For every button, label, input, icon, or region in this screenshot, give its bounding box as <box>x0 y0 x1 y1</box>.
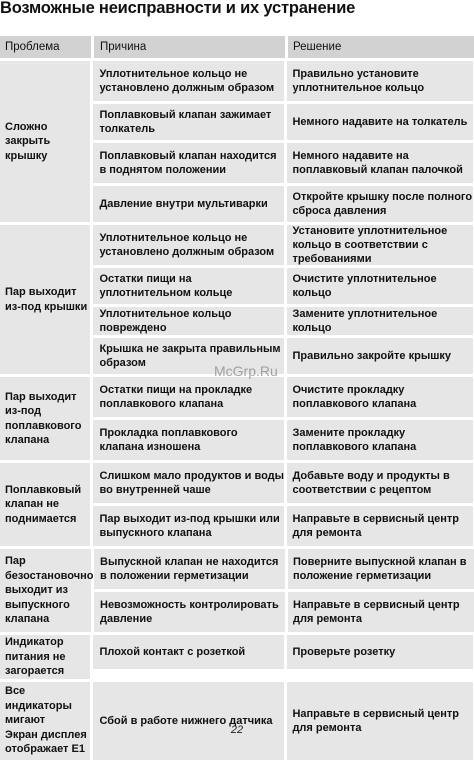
cause-cell: Остатки пищи на уплотнительном кольце <box>93 268 284 304</box>
table-body <box>0 58 474 760</box>
problem-group <box>0 58 474 222</box>
problem-group <box>0 222 474 374</box>
table-row <box>93 183 474 222</box>
table-row <box>93 304 474 335</box>
solution-cell: Направьте в сервисный центр для ремонта <box>287 682 473 760</box>
table-row <box>93 503 474 546</box>
cause-cell: Выпускной клапан не находится в положении герметизации <box>94 549 285 589</box>
troubleshooting-table <box>0 36 474 760</box>
table-row <box>94 549 474 589</box>
table-row <box>93 682 474 760</box>
problem-cell: Пар выходит из-под крышки <box>0 225 90 374</box>
header-problem: Проблема <box>0 36 91 58</box>
cause-cell: Прокладка поплавкового клапана изношена <box>93 420 284 460</box>
solution-cell: Проверьте розетку <box>287 635 473 669</box>
solution-cell: Немного надавите на поплавковый клапан палочкой <box>287 143 473 183</box>
table-header-row <box>0 36 474 58</box>
cause-cell: Остатки пищи на прокладке поплавкового клапана <box>93 377 284 417</box>
table-row <box>93 377 474 417</box>
watermark: McGrp.Ru <box>214 363 278 379</box>
cause-cell: Давление внутри мультиварки <box>93 186 284 222</box>
solution-cell: Замените прокладку поплавкового клапана <box>287 420 473 460</box>
page-number: 22 <box>230 724 244 736</box>
solution-cell: Немного надавите на толкатель <box>287 104 473 140</box>
solution-cell: Правильно закройте крышку <box>287 338 473 374</box>
problem-cell: Все индикаторы мигают Экран дисплея отображает E1 <box>0 682 90 760</box>
cause-cell: Сбой в работе нижнего датчика <box>93 682 284 760</box>
solution-cell: Направьте в сервисный центр для ремонта <box>288 592 474 632</box>
table-row <box>93 61 474 101</box>
table-row <box>93 335 474 374</box>
problem-cell: Сложно закрыть крышку <box>0 61 90 222</box>
cause-cell: Уплотнительное кольцо не установлено должным образом <box>93 225 284 265</box>
solution-cell: Откройте крышку после полного сброса давления <box>287 186 473 222</box>
problem-cell: Поплавковый клапан не поднимается <box>0 463 90 546</box>
cause-cell: Поплавковый клапан находится в поднятом положении <box>93 143 284 183</box>
solution-cell: Очистите прокладку поплавкового клапана <box>287 377 473 417</box>
cause-cell: Слишком мало продуктов и воды во внутренней чаше <box>93 463 284 503</box>
problem-cell: Индикатор питания не загорается <box>0 635 90 679</box>
solution-cell: Поверните выпускной клапан в положение герметизации <box>288 549 474 589</box>
table-row <box>93 417 474 460</box>
table-row <box>93 265 474 304</box>
header-solution: Решение <box>288 36 474 58</box>
table-row <box>93 635 474 669</box>
problem-group <box>0 374 474 460</box>
cause-cell: Пар выходит из-под крышки или выпускного клапана <box>93 506 284 546</box>
cause-cell: Плохой контакт с розеткой <box>93 635 284 669</box>
cause-cell: Уплотнительное кольцо повреждено <box>93 307 284 335</box>
solution-cell: Добавьте воду и продукты в соответствии с рецептом <box>287 463 473 503</box>
cause-cell: Крышка не закрыта правильным образом <box>93 338 284 374</box>
cause-cell: Невозможность контролировать давление <box>94 592 285 632</box>
page-title: Возможные неисправности и их устранение <box>0 0 356 17</box>
problem-group <box>0 632 474 679</box>
header-cause: Причина <box>94 36 285 58</box>
problem-cell: Пар выходит из-под поплавкового клапана <box>0 377 90 460</box>
problem-cell: Пар безостановочно выходит из выпускного клапана <box>0 549 91 632</box>
table-row <box>94 589 474 632</box>
solution-cell: Правильно установите уплотнительное кольцо <box>287 61 473 101</box>
solution-cell: Очистите уплотнительное кольцо <box>287 268 473 304</box>
cause-cell: Уплотнительное кольцо не установлено должным образом <box>93 61 284 101</box>
problem-group <box>0 546 474 632</box>
solution-cell: Установите уплотнительное кольцо в соответствии с требованиями <box>287 225 473 265</box>
solution-cell: Направьте в сервисный центр для ремонта <box>287 506 473 546</box>
problem-group <box>0 460 474 546</box>
solution-cell: Замените уплотнительное кольцо <box>287 307 473 335</box>
cause-cell: Поплавковый клапан зажимает толкатель <box>93 104 284 140</box>
table-row <box>93 225 474 265</box>
table-row <box>93 140 474 183</box>
table-row <box>93 463 474 503</box>
table-row <box>93 101 474 140</box>
problem-group <box>0 679 474 760</box>
